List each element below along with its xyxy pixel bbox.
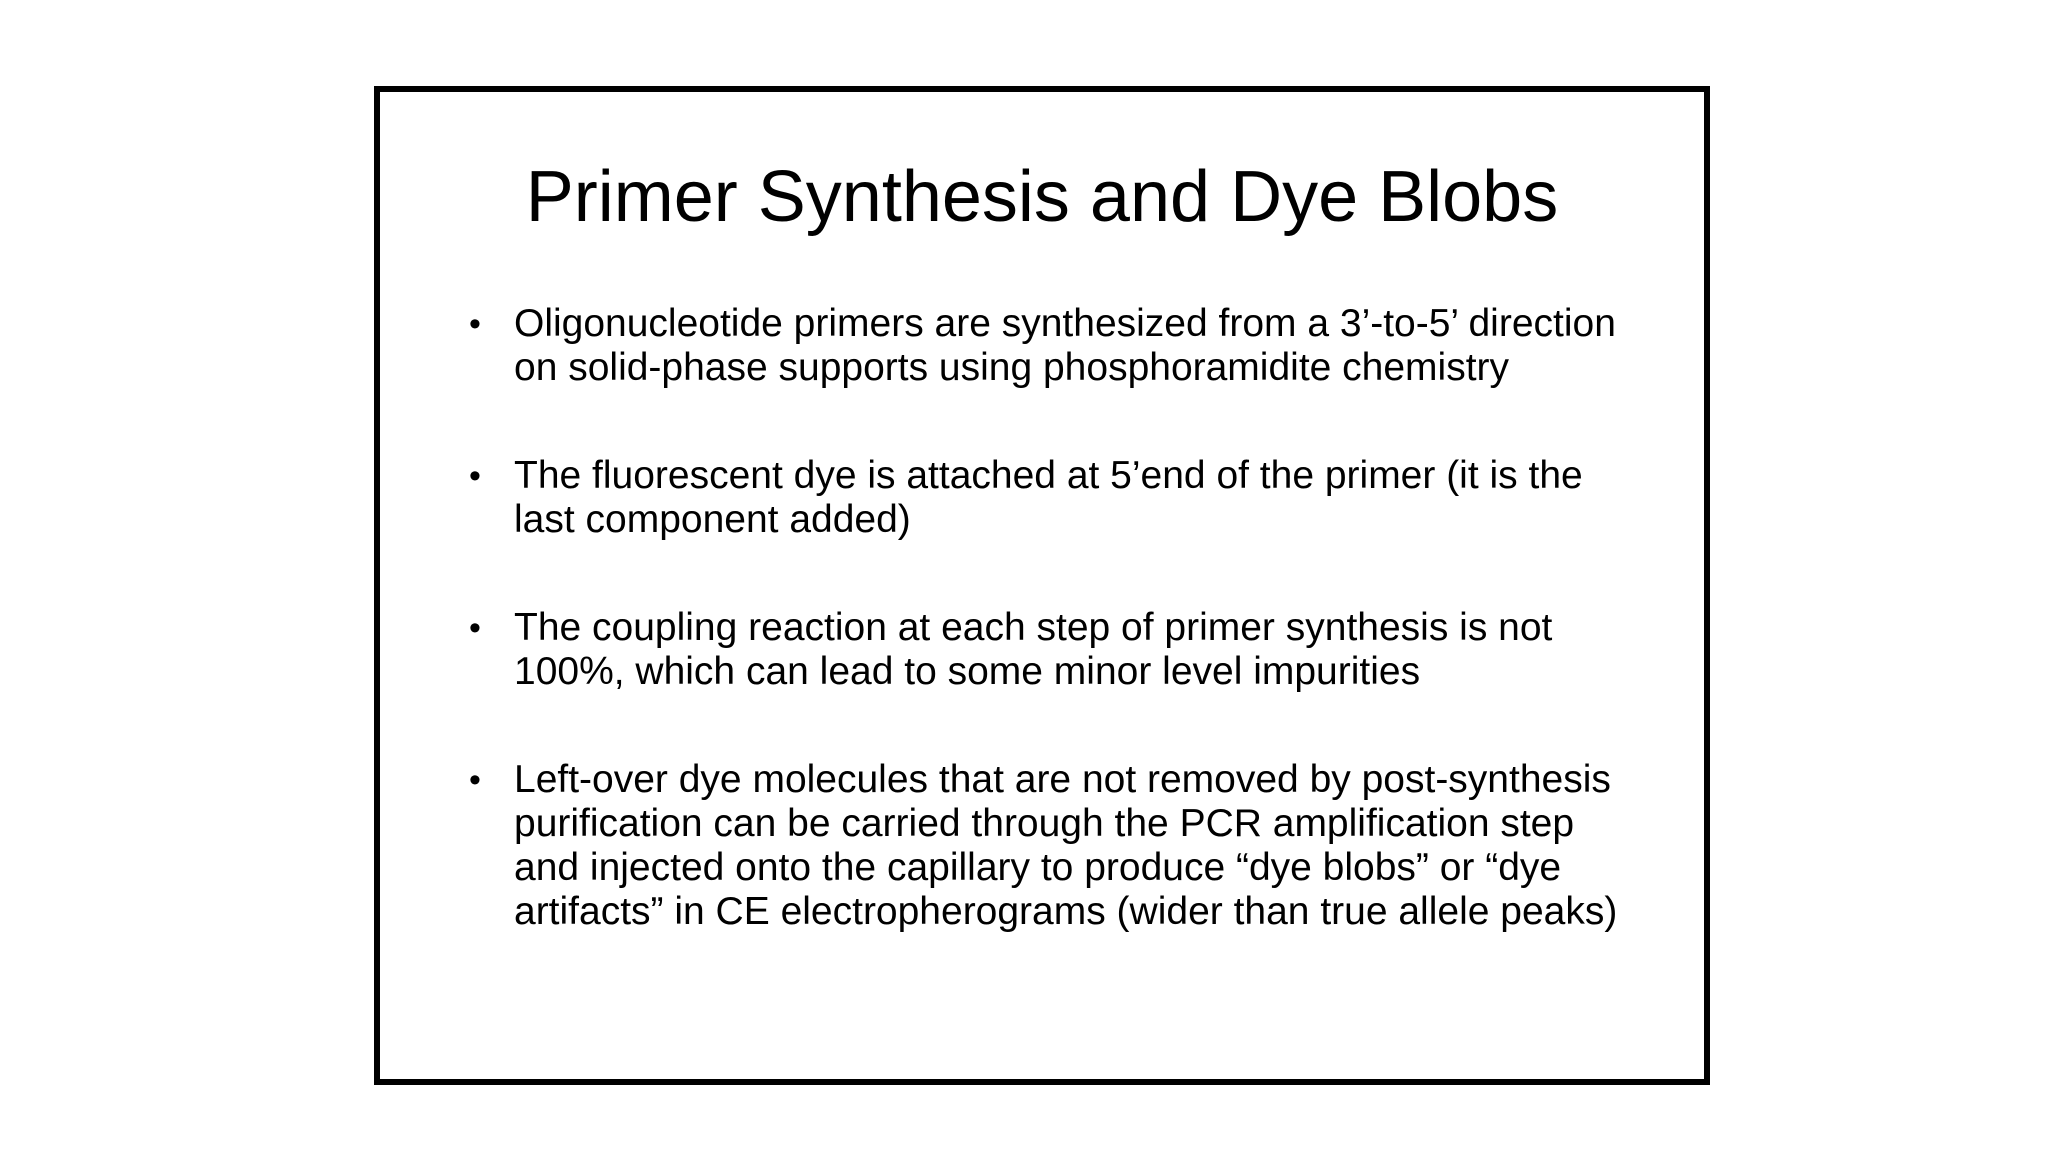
bullet-text: Oligonucleotide primers are synthesized from a 3’-to-5’ direction on solid-phase supports using phosphoramidite chemistry — [514, 302, 1616, 389]
bullet-point-icon: • — [469, 609, 481, 647]
bullet-text: The fluorescent dye is attached at 5’end of the primer (it is the last component added) — [514, 454, 1583, 541]
bullet-point-icon: • — [469, 761, 481, 799]
bullet-item — [460, 302, 1640, 390]
bullet-item — [460, 454, 1640, 542]
bullet-point-icon: • — [469, 305, 481, 343]
slide-frame — [374, 86, 1710, 1085]
bullet-list — [460, 302, 1640, 934]
bullet-item — [460, 606, 1640, 694]
bullet-text: The coupling reaction at each step of primer synthesis is not 100%, which can lead to some minor level impurities — [514, 606, 1553, 693]
slide-title: Primer Synthesis and Dye Blobs — [525, 157, 1559, 237]
bullet-point-icon: • — [469, 457, 481, 495]
bullet-text: Left-over dye molecules that are not removed by post-synthesis purification can be carried through the PCR amplification step and injected onto the capillary to produce “dye blobs” or “dye artifacts” in CE electropherograms (wider than true allele peaks) — [514, 758, 1618, 933]
bullet-item — [460, 758, 1640, 934]
